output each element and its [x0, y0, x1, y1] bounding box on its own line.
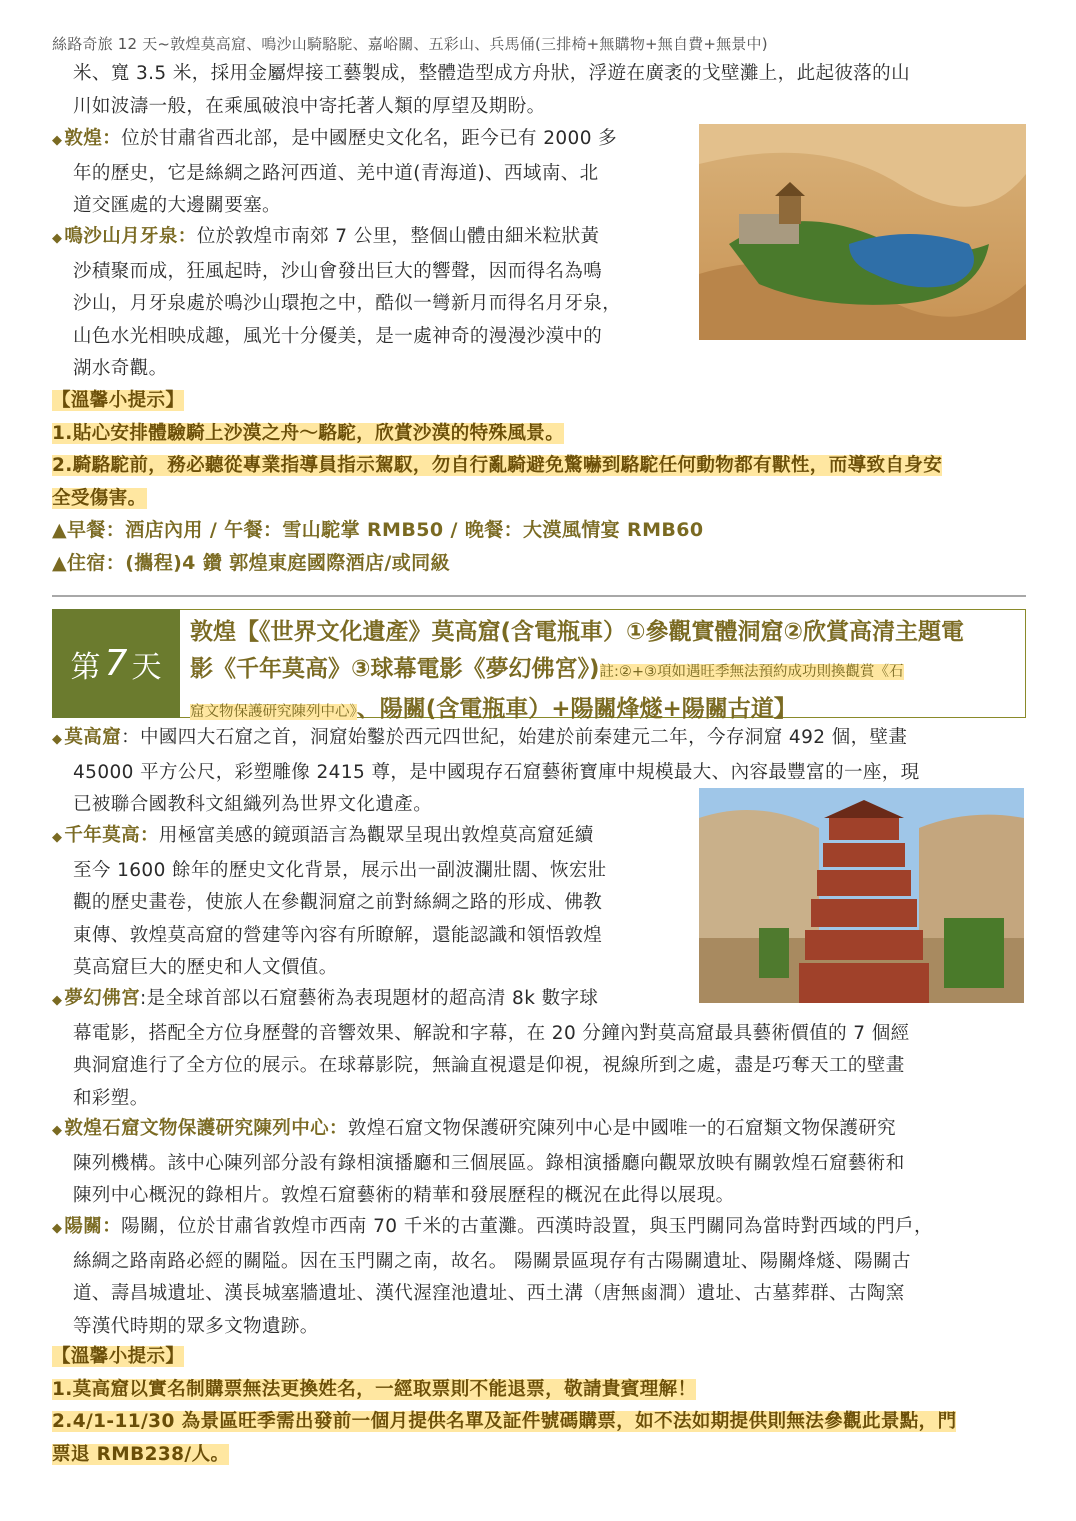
mingsha-text: 位於敦煌市南郊 7 公里，整個山體由細米粒狀黃: [196, 226, 600, 247]
tip-item: 2.4/1-11/30 為景區旺季需出發前一個月提供名單及証件號碼購票，如不法如期提供則無法參觀此景點，門: [52, 1411, 957, 1433]
day-label-prefix: 第: [70, 649, 101, 685]
center-term: 敦煌石窟文物保護研究陳列中心：: [64, 1118, 348, 1139]
tip-item: 2.騎駱駝前，務必聽從專業指導員指示駕馭，勿自行亂騎避免驚嚇到駱駝任何動物都有獸性，而導致自身安: [52, 455, 943, 477]
center-text: 敦煌石窟文物保護研究陳列中心是中國唯一的石窟類文物保護研究: [347, 1118, 897, 1139]
meals-section: [52, 514, 1032, 579]
menghuan-text: 典洞窟進行了全方位的展示。在球幕影院，無論直視還是仰視，視線所到之處，盡是巧奪天工的壁畫: [73, 1055, 905, 1077]
day-title-line: 、陽關(含電瓶車）+陽關烽燧+陽關古道】: [356, 696, 797, 722]
diamond-bullet-icon: ◆: [52, 1123, 63, 1138]
yangguan-text: 陽關，位於甘肅省敦煌市西南 70 千米的古董灘。西漢時設置，與玉門關同為當時對西域的門戶，: [121, 1216, 933, 1237]
diamond-bullet-icon: ◆: [52, 1221, 63, 1236]
day-number: 7: [104, 643, 128, 684]
qiannian-text: 用極富美感的鏡頭語言為觀眾呈現出敦煌莫高窟延續: [158, 825, 594, 846]
day-title-line: 影《千年莫高》③球幕電影《夢幻佛宮》): [190, 656, 600, 682]
dunhuang-term: 敦煌：: [64, 128, 122, 149]
dunhuang-text: 年的歷史，它是絲綢之路河西道、羌中道(青海道)、西域南、北: [73, 162, 599, 184]
mingsha-term: 鳴沙山月牙泉：: [64, 226, 197, 247]
yangguan-text: 絲綢之路南路必經的關隘。因在玉門關之南，故名。 陽關景區現存有古陽關遺址、陽關烽燧、陽關古: [73, 1250, 911, 1272]
crescent-lake-illustration: [699, 124, 1026, 340]
center-text: 陳列中心概況的錄相片。敦煌石窟藝術的精華和發展歷程的概況在此得以展現。: [73, 1185, 735, 1207]
qiannian-text: 至今 1600 餘年的歷史文化背景，展示出一副波瀾壯闊、恢宏壯: [73, 859, 607, 881]
meals-line: ▲早餐：酒店內用 / 午餐：雪山駝掌 RMB50 / 晚餐：大漠風情宴 RMB60: [52, 519, 704, 541]
mogao-pagoda-photo: [699, 788, 1024, 1003]
menghuan-term: 夢幻佛宮: [64, 988, 141, 1009]
mingsha-text: 沙積聚而成，狂風起時，沙山會發出巨大的響聲，因而得名為鳴: [73, 260, 603, 282]
pagoda-illustration: [699, 788, 1024, 1003]
day-label: [52, 609, 180, 718]
day-label-suffix: 天: [131, 649, 162, 685]
menghuan-text: 幕電影，搭配全方位身歷聲的音響效果、解說和字幕，在 20 分鐘內對莫高窟最具藝術價值的 7 個經: [73, 1022, 910, 1044]
hotel-line: ▲住宿：(攜程)4 鑽 郭煌東庭國際酒店/或同級: [52, 551, 450, 574]
tips-title: 【溫馨小提示】: [52, 390, 185, 411]
mogao-term: 莫高窟: [64, 727, 122, 748]
mingsha-section: [52, 221, 692, 386]
tip-item: 1.貼心安排體驗騎上沙漠之舟～駱駝，欣賞沙漠的特殊風景。: [52, 422, 565, 444]
center-text: 陳列機構。該中心陳列部分設有錄相演播廳和三個展區。錄相演播廳向觀眾放映有關敦煌石窟藝術和: [73, 1152, 905, 1174]
qiannian-term: 千年莫高：: [64, 825, 159, 846]
tip-item: 票退 RMB238/人。: [52, 1443, 230, 1465]
day-title-line: 敦煌【《世界文化遺產》莫高窟(含電瓶車）①參觀實體洞窟②欣賞高清主題電: [190, 619, 964, 645]
menghuan-section: [52, 983, 1042, 1115]
qiannian-section: [52, 820, 692, 985]
dunhuang-section: [52, 123, 692, 223]
tips-title: 【溫馨小提示】: [52, 1346, 185, 1367]
diamond-bullet-icon: ◆: [52, 830, 63, 845]
mingsha-text: 山色水光相映成趣，風光十分優美，是一處神奇的漫漫沙漠中的: [73, 325, 603, 347]
page-header: 絲路奇旅 12 天~敦煌莫高窟、鳴沙山騎駱駝、嘉峪關、五彩山、兵馬俑(三排椅+無購物+無自費+無景中): [52, 35, 768, 53]
yangguan-text: 等漢代時期的眾多文物遺跡。: [73, 1315, 319, 1337]
qiannian-text: 莫高窟巨大的歷史和人文價值。: [73, 957, 338, 979]
tip-item: 全受傷害。: [52, 487, 147, 509]
menghuan-text: 和彩塑。: [73, 1087, 149, 1109]
qiannian-text: 東傳、敦煌莫高窟的營建等內容有所瞭解，還能認識和領悟敦煌: [73, 924, 603, 946]
mingsha-text: 湖水奇觀。: [73, 358, 168, 380]
intro-line: 川如波濤一般，在乘風破浪中寄托著人類的厚望及期盼。: [73, 95, 546, 117]
mingsha-text: 沙山，月牙泉處於鳴沙山環抱之中，酷似一彎新月而得名月牙泉，: [73, 293, 622, 315]
mogao-text: ：中國四大石窟之首，洞窟始鑿於西元四世紀，始建於前秦建元二年，今存洞窟 492 個，壁畫: [121, 727, 908, 748]
diamond-bullet-icon: ◆: [52, 732, 63, 747]
center-section: [52, 1113, 1042, 1213]
intro-paragraph: [73, 58, 1033, 123]
crescent-lake-photo: [699, 124, 1026, 340]
dunhuang-text: 位於甘肅省西北部，是中國歷史文化名，距今已有 2000 多: [121, 128, 618, 149]
mogao-text: 已被聯合國教科文組織列為世界文化遺產。: [73, 794, 433, 816]
intro-line: 米、寬 3.5 米，採用金屬焊接工藝製成，整體造型成方舟狀，浮遊在廣袤的戈壁灘上，此起彼落的山: [73, 63, 910, 84]
yangguan-term: 陽關：: [64, 1216, 122, 1237]
day-title-note: 註:②+③項如遇旺季無法預約成功則換觀賞《石: [599, 664, 904, 680]
diamond-bullet-icon: ◆: [52, 133, 63, 148]
section-divider: [52, 595, 1026, 597]
tip-item: 1.莫高窟以實名制購票無法更換姓名，一經取票則不能退票，敬請貴賓理解！: [52, 1378, 697, 1400]
menghuan-text: :是全球首部以石窟藝術為表現題材的超高清 8k 數字球: [140, 988, 599, 1009]
dunhuang-text: 道交匯處的大邊關要塞。: [73, 195, 281, 217]
mogao-text: 45000 平方公尺，彩塑雕像 2415 尊，是中國現存石窟藝術寶庫中規模最大、內容最豐富的一座，現: [73, 761, 920, 783]
yangguan-section: [52, 1211, 1042, 1343]
day-title: [190, 614, 1020, 731]
diamond-bullet-icon: ◆: [52, 993, 63, 1008]
qiannian-text: 觀的歷史畫卷，使旅人在參觀洞窟之前對絲綢之路的形成、佛教: [73, 892, 603, 914]
day-title-note: 窟文物保護研究陳列中心》: [190, 704, 357, 720]
diamond-bullet-icon: ◆: [52, 231, 63, 246]
tips-section-2: [52, 1341, 1042, 1471]
tips-section-1: [52, 385, 1032, 515]
yangguan-text: 道、壽昌城遺址、漢長城塞牆遺址、漢代渥窪池遺址、西土溝（唐無鹵澗）遺址、古墓葬群、古陶窯: [73, 1283, 905, 1305]
